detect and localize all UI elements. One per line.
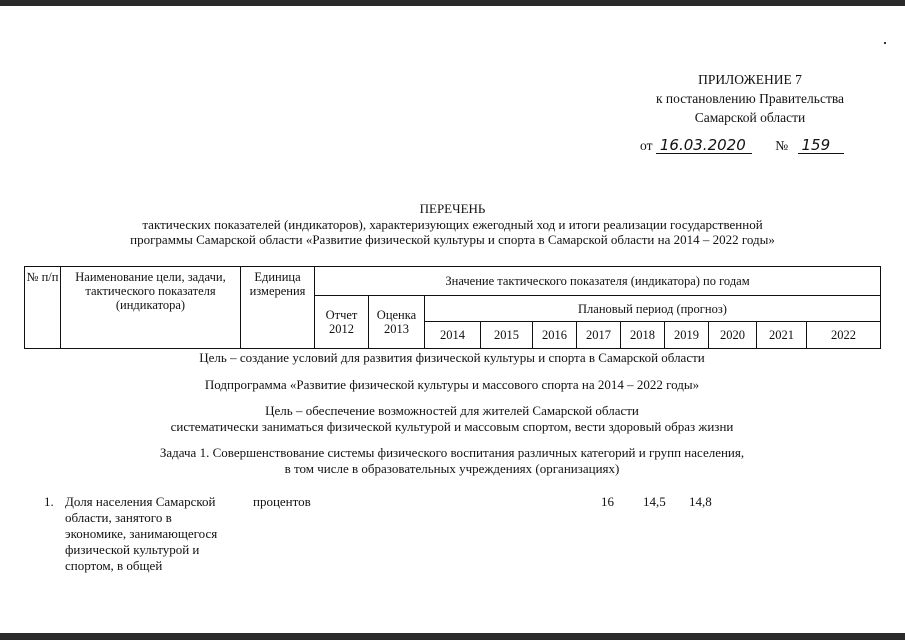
year-header: 2014 (425, 322, 481, 349)
col-values-header: Значение тактического показателя (индикатора) по годам (315, 267, 881, 296)
year-header: 2021 (757, 322, 807, 349)
section-goal: Цель – создание условий для развития физической культуры и спорта в Самарской области (199, 350, 705, 365)
col-unit-header: Единица измерения (241, 267, 315, 349)
row-value: 16 (601, 494, 614, 509)
section-task-line-1: Задача 1. Совершенствование системы физического воспитания различных категорий и групп населения, (159, 445, 745, 460)
row-value: 14,8 (689, 494, 712, 509)
document-title-line-2: программы Самарской области «Развитие физической культуры и спорта в Самарской области на 2014 – 2022 годы» (130, 232, 775, 247)
order-date: 16.03.2020 (656, 137, 752, 154)
document-title-line-1: тактических показателей (индикаторов), характеризующих ежегодный ход и итоги реализации государственной (142, 216, 763, 232)
order-from-label: от (640, 138, 653, 153)
section-subprogram: Подпрограмма «Развитие физической культуры и массового спорта на 2014 – 2022 годы» (204, 376, 700, 392)
order-line (640, 137, 844, 154)
section-task (24, 445, 880, 476)
section-sub-goal-line-2: систематически заниматься физической культурой и массовым спортом, вести здоровый образ жизни (170, 418, 734, 434)
order-number: 159 (798, 137, 844, 154)
scan-speck (884, 42, 886, 44)
col-no-header: № п/п (25, 267, 61, 349)
order-number-label: № (775, 138, 789, 153)
year-header: 2017 (577, 322, 621, 349)
document-heading: ПЕРЕЧЕНЬ (419, 201, 486, 216)
scan-edge-bottom (0, 633, 905, 640)
table-sections (24, 350, 880, 487)
document-title (40, 201, 865, 248)
section-sub-goal-line-1: Цель – обеспечение возможностей для жителей Самарской области (265, 403, 639, 418)
col-estimate-header: Оценка 2013 (369, 296, 425, 349)
year-header: 2020 (709, 322, 757, 349)
year-header: 2019 (665, 322, 709, 349)
year-header: 2022 (807, 322, 881, 349)
section-task-line-2: в том числе в образовательных учреждениях (организациях) (284, 460, 620, 476)
row-indicator-name: Доля населения Самарской области, занятого в экономике, занимающегося физической культурой и спортом, в общей (65, 494, 218, 573)
col-report-header: Отчет 2012 (315, 296, 369, 349)
row-value: 14,5 (643, 494, 666, 509)
col-plan-header: Плановый период (прогноз) (425, 296, 881, 322)
indicators-table-header (24, 266, 881, 349)
year-header: 2016 (533, 322, 577, 349)
appendix-line-1: к постановлению Правительства (655, 91, 845, 106)
appendix-line-2: Самарской области (694, 110, 806, 125)
col-name-header: Наименование цели, задачи, тактического показателя (индикатора) (61, 267, 241, 349)
year-header: 2018 (621, 322, 665, 349)
scan-edge-top (0, 0, 905, 6)
appendix-block (600, 70, 900, 127)
row-number: 1. (44, 494, 54, 509)
appendix-title: ПРИЛОЖЕНИЕ 7 (698, 72, 802, 87)
row-unit: процентов (253, 494, 311, 509)
section-sub-goal (24, 403, 880, 434)
year-header: 2015 (481, 322, 533, 349)
